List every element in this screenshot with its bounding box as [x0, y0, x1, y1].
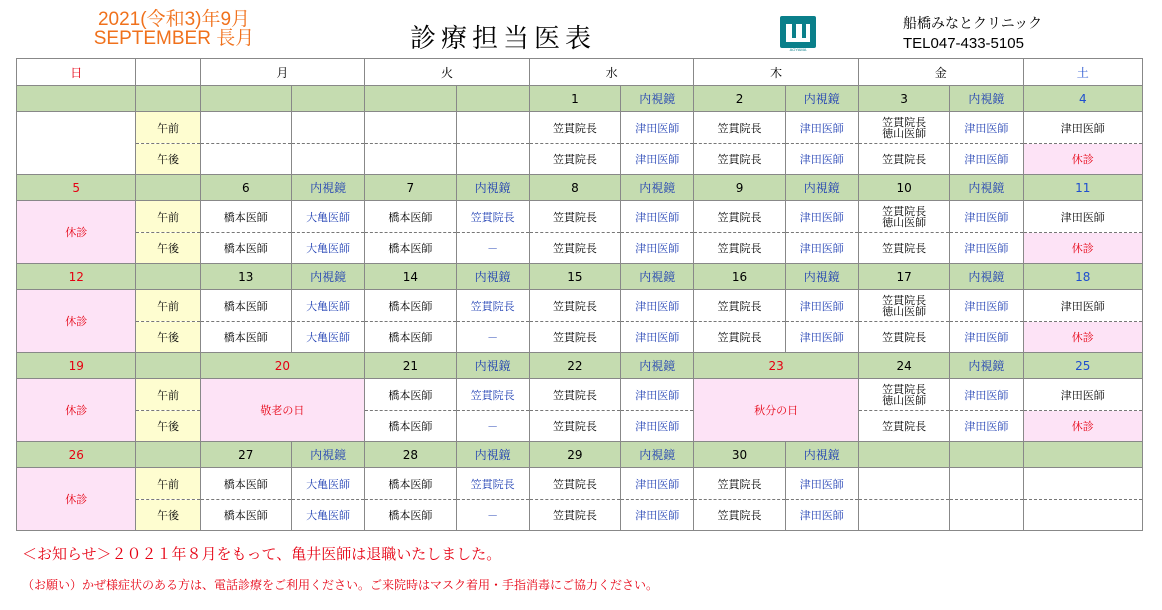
doctor-cell [858, 468, 949, 500]
doctor-cell: 笠貫院長 徳山医師 [858, 379, 949, 411]
no-doctor-dash: － [456, 322, 529, 353]
svg-text:AOYAMA: AOYAMA [789, 47, 807, 52]
date-row [17, 175, 1143, 201]
doctor-cell: 笠貫院長 [456, 468, 529, 500]
doctor-cell: 津田医師 [950, 322, 1023, 353]
doctor-cell: 大亀医師 [291, 322, 364, 353]
doctor-cell: 笠貫院長 [858, 144, 949, 175]
doctor-cell: 笠貫院長 徳山医師 [858, 112, 949, 144]
doctor-cell: 津田医師 [621, 468, 694, 500]
doctor-cell: 津田医師 [785, 468, 858, 500]
doctor-cell: 笠貫院長 [529, 233, 620, 264]
doctor-cell [456, 112, 529, 144]
doctor-cell: 津田医師 [621, 290, 694, 322]
am-label: 午前 [136, 379, 200, 411]
date-cell: 27 [200, 442, 291, 468]
doctor-cell: 津田医師 [621, 379, 694, 411]
doctor-cell: 津田医師 [621, 500, 694, 531]
doctor-cell [1023, 500, 1142, 531]
am-row [17, 112, 1143, 144]
date-row [17, 353, 1143, 379]
weekday-thu: 木 [694, 59, 859, 86]
date-cell [456, 86, 529, 112]
endoscopy-label: 内視鏡 [621, 353, 694, 379]
endoscopy-label: 内視鏡 [785, 86, 858, 112]
doctor-cell: 津田医師 [950, 290, 1023, 322]
doctor-cell: 津田医師 [785, 290, 858, 322]
endoscopy-label: 内視鏡 [291, 442, 364, 468]
doctor-cell: 笠貫院長 [456, 379, 529, 411]
doctor-cell: 笠貫院長 [529, 290, 620, 322]
date-cell: 15 [529, 264, 620, 290]
doctor-cell: 大亀医師 [291, 290, 364, 322]
month-japanese: 2021(令和3)年9月 [97, 9, 251, 30]
date-cell: 21 [365, 353, 456, 379]
endoscopy-label: 内視鏡 [950, 264, 1023, 290]
clinic-name: 船橋みなとクリニック [903, 16, 1043, 32]
am-label: 午前 [136, 290, 200, 322]
doctor-cell: 笠貫院長 [694, 112, 785, 144]
doctor-cell: 津田医師 [621, 233, 694, 264]
weekday-fri: 金 [858, 59, 1023, 86]
doctor-cell [365, 144, 456, 175]
date-cell [136, 442, 200, 468]
doctor-cell: 橋本医師 [200, 201, 291, 233]
pm-label: 午後 [136, 500, 200, 531]
doctor-cell: 橋本医師 [200, 233, 291, 264]
weekday-wed: 水 [529, 59, 694, 86]
doctor-cell: 橋本医師 [200, 500, 291, 531]
date-cell [1023, 442, 1142, 468]
date-cell: 6 [200, 175, 291, 201]
date-cell: 19 [17, 353, 136, 379]
doctor-cell: 津田医師 [785, 500, 858, 531]
date-cell [136, 175, 200, 201]
doctor-cell: 橋本医師 [200, 468, 291, 500]
doctor-cell: 笠貫院長 [694, 233, 785, 264]
doctor-cell: 笠貫院長 [858, 233, 949, 264]
endoscopy-label: 内視鏡 [950, 175, 1023, 201]
am-label: 午前 [136, 201, 200, 233]
pm-row [17, 500, 1143, 531]
date-cell [17, 86, 136, 112]
doctor-cell: 津田医師 [950, 144, 1023, 175]
date-cell: 10 [858, 175, 949, 201]
am-label: 午前 [136, 112, 200, 144]
date-cell [136, 86, 200, 112]
doctor-cell [858, 500, 949, 531]
date-cell [858, 442, 949, 468]
doctor-cell: 笠貫院長 [529, 411, 620, 442]
doctor-cell: 津田医師 [950, 379, 1023, 411]
doctor-cell: 橋本医師 [365, 379, 456, 411]
doctor-cell [950, 468, 1023, 500]
schedule-month [84, 10, 264, 48]
date-cell: 16 [694, 264, 785, 290]
endoscopy-label: 内視鏡 [785, 442, 858, 468]
doctor-cell: 津田医師 [785, 112, 858, 144]
no-doctor-dash: － [456, 500, 529, 531]
no-doctor-dash: － [456, 411, 529, 442]
date-cell: 1 [529, 86, 620, 112]
date-row [17, 442, 1143, 468]
date-cell: 8 [529, 175, 620, 201]
date-cell [365, 86, 456, 112]
date-cell: 12 [17, 264, 136, 290]
doctor-cell: 橋本医師 [365, 233, 456, 264]
closed-cell: 休診 [17, 201, 136, 264]
date-cell [950, 442, 1023, 468]
doctor-cell: 橋本医師 [365, 500, 456, 531]
weekday-mon: 月 [200, 59, 365, 86]
date-cell [291, 86, 364, 112]
doctor-cell: 津田医師 [785, 322, 858, 353]
date-cell: 14 [365, 264, 456, 290]
doctor-cell: 津田医師 [950, 201, 1023, 233]
doctor-cell: 橋本医師 [365, 411, 456, 442]
date-cell: 9 [694, 175, 785, 201]
doctor-cell: 津田医師 [621, 201, 694, 233]
pm-row [17, 144, 1143, 175]
doctor-cell: 笠貫院長 [529, 379, 620, 411]
date-row [17, 264, 1143, 290]
doctor-cell [291, 112, 364, 144]
doctor-cell: 津田医師 [950, 411, 1023, 442]
date-cell: 20 [200, 353, 365, 379]
doctor-cell: 津田医師 [785, 144, 858, 175]
doctor-cell: 橋本医師 [365, 468, 456, 500]
doctor-cell: 笠貫院長 [529, 322, 620, 353]
am-row [17, 290, 1143, 322]
am-row [17, 468, 1143, 500]
pm-label: 午後 [136, 411, 200, 442]
doctor-cell: 笠貫院長 [529, 201, 620, 233]
doctor-cell: 津田医師 [1023, 201, 1142, 233]
doctor-cell [291, 144, 364, 175]
endoscopy-label: 内視鏡 [621, 175, 694, 201]
pm-row [17, 233, 1143, 264]
doctor-cell: 津田医師 [621, 322, 694, 353]
pm-label: 午後 [136, 144, 200, 175]
doctor-cell: 津田医師 [1023, 379, 1142, 411]
weekday-header-row [17, 59, 1143, 86]
date-cell: 29 [529, 442, 620, 468]
doctor-cell: 笠貫院長 [694, 468, 785, 500]
closed-cell: 休診 [17, 379, 136, 442]
doctor-cell: 橋本医師 [200, 322, 291, 353]
doctor-cell: 笠貫院長 [694, 144, 785, 175]
doctor-cell: 津田医師 [785, 201, 858, 233]
date-cell: 13 [200, 264, 291, 290]
date-cell: 11 [1023, 175, 1142, 201]
notice-text: ＜お知らせ＞２０２１年８月をもって、亀井医師は退職いたしました。 [22, 545, 502, 563]
doctor-cell: 大亀医師 [291, 468, 364, 500]
doctor-cell: 橋本医師 [200, 290, 291, 322]
doctor-cell: 津田医師 [1023, 112, 1142, 144]
date-cell: 26 [17, 442, 136, 468]
date-cell [136, 264, 200, 290]
doctor-cell: 橋本医師 [365, 290, 456, 322]
pm-row [17, 411, 1143, 442]
date-cell: 23 [694, 353, 859, 379]
closed-cell: 休診 [1023, 144, 1142, 175]
endoscopy-label: 内視鏡 [621, 264, 694, 290]
endoscopy-label: 内視鏡 [621, 86, 694, 112]
date-cell: 4 [1023, 86, 1142, 112]
closed-cell: 休診 [1023, 411, 1142, 442]
doctor-cell: 笠貫院長 [694, 201, 785, 233]
doctor-cell: 津田医師 [1023, 290, 1142, 322]
doctor-cell: 大亀医師 [291, 500, 364, 531]
schedule-table [16, 58, 1143, 531]
doctor-cell: 笠貫院長 徳山医師 [858, 290, 949, 322]
clinic-logo-icon [776, 12, 820, 52]
endoscopy-label: 内視鏡 [456, 175, 529, 201]
doctor-cell: 津田医師 [785, 233, 858, 264]
doctor-cell [950, 500, 1023, 531]
endoscopy-label: 内視鏡 [291, 264, 364, 290]
doctor-cell [1023, 468, 1142, 500]
endoscopy-label: 内視鏡 [950, 353, 1023, 379]
doctor-cell: 笠貫院長 [529, 112, 620, 144]
closed-cell: 休診 [1023, 322, 1142, 353]
pm-row [17, 322, 1143, 353]
date-row [17, 86, 1143, 112]
doctor-cell: 津田医師 [621, 144, 694, 175]
date-cell: 22 [529, 353, 620, 379]
endoscopy-label: 内視鏡 [785, 264, 858, 290]
date-cell: 18 [1023, 264, 1142, 290]
date-cell: 30 [694, 442, 785, 468]
sunday-cell [17, 112, 136, 175]
month-english: SEPTEMBER 長月 [93, 28, 255, 49]
doctor-cell: 笠貫院長 [529, 144, 620, 175]
doctor-cell: 大亀医師 [291, 201, 364, 233]
doctor-cell: 笠貫院長 [858, 411, 949, 442]
doctor-cell [200, 144, 291, 175]
pm-label: 午後 [136, 322, 200, 353]
doctor-cell [200, 112, 291, 144]
doctor-cell: 津田医師 [621, 112, 694, 144]
date-cell: 7 [365, 175, 456, 201]
doctor-cell: 笠貫院長 徳山医師 [858, 201, 949, 233]
doctor-cell: 笠貫院長 [694, 500, 785, 531]
am-label: 午前 [136, 468, 200, 500]
clinic-info [903, 14, 1042, 54]
closed-cell: 休診 [17, 290, 136, 353]
weekday-sat: 土 [1023, 59, 1142, 86]
request-text: （お願い）かぜ様症状のある方は、電話診療をご利用ください。ご来院時はマスク着用・手指消毒にご協力ください。 [22, 578, 659, 592]
am-row [17, 379, 1143, 411]
am-row [17, 201, 1143, 233]
doctor-cell: 津田医師 [621, 411, 694, 442]
doctor-cell: 笠貫院長 [529, 500, 620, 531]
endoscopy-label: 内視鏡 [291, 175, 364, 201]
doctor-cell: 笠貫院長 [529, 468, 620, 500]
date-cell: 25 [1023, 353, 1142, 379]
doctor-cell [456, 144, 529, 175]
endoscopy-label: 内視鏡 [456, 353, 529, 379]
endoscopy-label: 内視鏡 [456, 442, 529, 468]
date-cell: 3 [858, 86, 949, 112]
date-cell: 5 [17, 175, 136, 201]
weekday-tue: 火 [365, 59, 530, 86]
endoscopy-label: 内視鏡 [621, 442, 694, 468]
date-cell: 28 [365, 442, 456, 468]
doctor-cell: 笠貫院長 [456, 201, 529, 233]
date-cell: 2 [694, 86, 785, 112]
closed-cell: 休診 [17, 468, 136, 531]
no-doctor-dash: － [456, 233, 529, 264]
weekday-sun: 日 [17, 59, 136, 86]
doctor-cell: 笠貫院長 [456, 290, 529, 322]
weekday-blank [136, 59, 200, 86]
pm-label: 午後 [136, 233, 200, 264]
doctor-cell: 橋本医師 [365, 201, 456, 233]
clinic-phone: TEL047-433-5105 [903, 35, 1024, 52]
endoscopy-label: 内視鏡 [456, 264, 529, 290]
endoscopy-label: 内視鏡 [785, 175, 858, 201]
doctor-cell: 津田医師 [950, 233, 1023, 264]
endoscopy-label: 内視鏡 [950, 86, 1023, 112]
doctor-cell: 笠貫院長 [694, 322, 785, 353]
date-cell [200, 86, 291, 112]
doctor-cell: 笠貫院長 [858, 322, 949, 353]
doctor-cell: 橋本医師 [365, 322, 456, 353]
date-cell: 24 [858, 353, 949, 379]
date-cell [136, 353, 200, 379]
holiday-cell: 敬老の日 [200, 379, 365, 442]
closed-cell: 休診 [1023, 233, 1142, 264]
holiday-cell: 秋分の日 [694, 379, 859, 442]
doctor-cell [365, 112, 456, 144]
doctor-cell: 津田医師 [950, 112, 1023, 144]
page-title: 診療担当医表 [410, 24, 597, 54]
date-cell: 17 [858, 264, 949, 290]
doctor-cell: 大亀医師 [291, 233, 364, 264]
doctor-cell: 笠貫院長 [694, 290, 785, 322]
